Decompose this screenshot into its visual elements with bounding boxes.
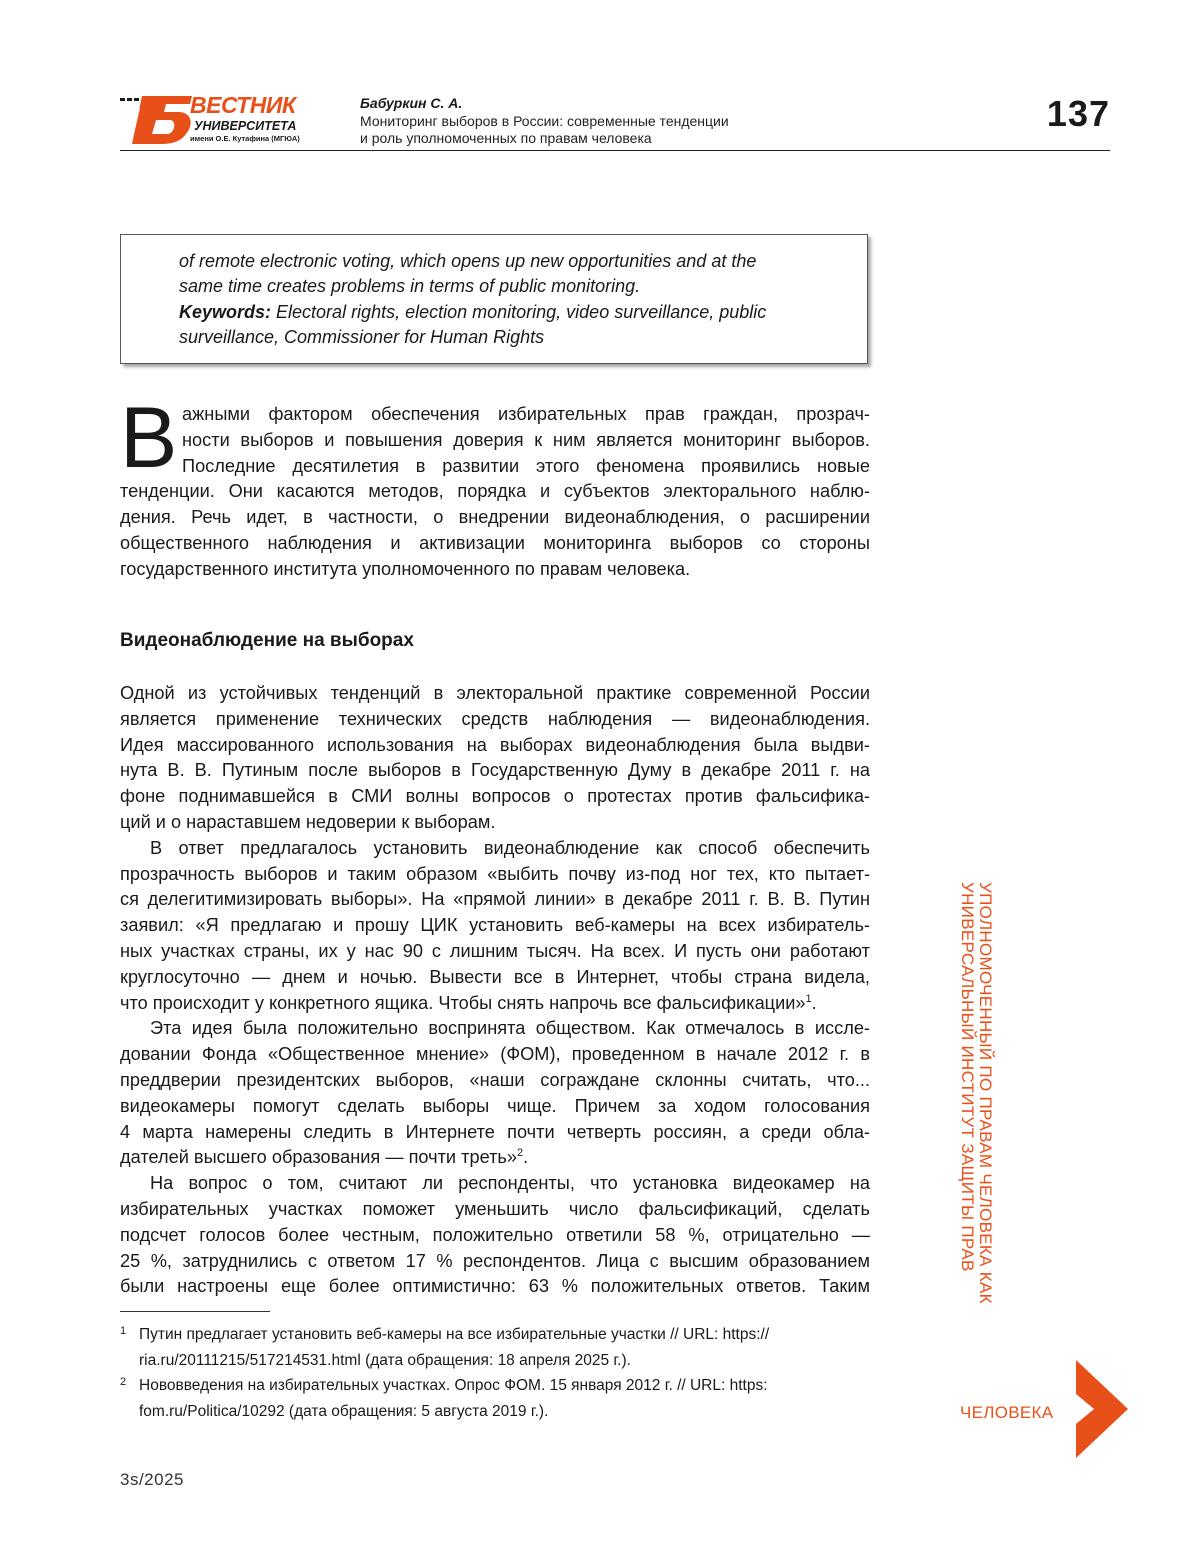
text-span: .	[811, 992, 817, 1013]
footnote-line[interactable]: Нововведения на избирательных участках. Опрос ФОМ. 15 января 2012 г. // URL: https:	[139, 1377, 768, 1394]
text-line	[120, 1145, 870, 1171]
page-header	[120, 92, 1110, 150]
keywords-text: Electoral rights, election monitoring, video surveillance, public	[271, 301, 767, 322]
header-divider	[120, 150, 1110, 151]
journal-logo	[120, 92, 320, 150]
arrow-right-icon	[1074, 1360, 1130, 1458]
text-line: прозрачность выборов и таким образом «выбить почву из-под ног тех, кто пытает-	[120, 863, 870, 884]
page-number: 137	[1046, 93, 1110, 134]
logo-title: ВЕСТНИК	[190, 92, 296, 118]
footnote-number: 2	[120, 1376, 127, 1388]
side-title-line: УНИВЕРСАЛЬНЫЙ ИНСТИТУТ ЗАЩИТЫ ПРАВ	[958, 882, 977, 1272]
text-line: 25 %, затруднились с ответом 17 % респондентов. Лица с высшим образованием	[120, 1250, 870, 1271]
drop-cap: В	[120, 390, 178, 486]
text-line: подсчет голосов более честным, положительно ответили 58 %, отрицательно —	[120, 1224, 870, 1245]
logo-subtitle: УНИВЕРСИТЕТА	[194, 119, 297, 133]
text-line: На вопрос о том, считают ли респонденты, что установка видеокамер на	[150, 1173, 870, 1194]
abstract-line: same time creates problems in terms of public monitoring.	[179, 276, 641, 297]
side-section-title	[958, 882, 994, 1304]
text-line: Последние десятилетия в развитии этого феномена проявились новые	[182, 455, 870, 476]
text-line: В ответ предлагалось установить видеонаблюдение как способ обеспечить	[150, 837, 870, 858]
text-line: ности выборов и повышения доверия к ним является мониторинг выборов.	[182, 429, 870, 450]
header-author: Бабуркин С. А.	[360, 95, 463, 111]
footnote-ref-1[interactable]: 1	[805, 992, 812, 1005]
footnote-divider	[120, 1311, 270, 1312]
header-title-line: и роль уполномоченных по правам человека	[360, 130, 652, 146]
keywords-line: surveillance, Commissioner for Human Rights	[179, 326, 545, 347]
text-line: ажными фактором обеспечения избирательных прав граждан, прозрач-	[182, 404, 870, 424]
keywords-line	[179, 300, 847, 325]
keywords-label: Keywords:	[179, 301, 272, 322]
text-line: были настроены еще более оптимистично: 63 % положительных ответов. Таким	[120, 1276, 870, 1297]
text-line: Идея массированного использования на выборах видеонаблюдения была выдви-	[120, 734, 870, 755]
footnote	[120, 1373, 870, 1424]
text-line: ций и о нараставшем недоверии к выборам.	[120, 811, 496, 832]
text-line: является применение технических средств наблюдения — видеонаблюдения.	[120, 708, 870, 729]
text-line: тенденции. Они касаются методов, порядка и субъектов электорального наблю-	[120, 481, 870, 502]
abstract-box	[120, 234, 868, 364]
text-line: видеокамеры помогут сделать выборы чище. Причем за ходом голосования	[120, 1095, 870, 1116]
text-line: преддверии президентских выборов, «наши сограждане склонны считать, что...	[120, 1069, 870, 1090]
issue-number: 3s/2025	[120, 1470, 184, 1489]
text-span: что происходит у конкретного ящика. Чтобы снять напрочь все фальсификации»	[120, 992, 806, 1013]
footnote	[120, 1322, 870, 1373]
text-line: общественного наблюдения и активизации мониторинга выборов со стороны	[120, 532, 870, 553]
text-line: государственного института уполномоченного по правам человека.	[120, 558, 691, 579]
header-title-line: Мониторинг выборов в России: современные тенденции	[360, 113, 729, 129]
text-line: 4 марта намерены следить в Интернете почти четверть россиян, а среди обла-	[120, 1121, 870, 1142]
side-title-line: УПОЛНОМОЧЕННЫЙ ПО ПРАВАМ ЧЕЛОВЕКА КАК	[976, 882, 995, 1304]
text-line: круглосуточно — днем и ночью. Вывести все в Интернет, чтобы страна видела,	[120, 966, 870, 987]
text-span: .	[523, 1147, 529, 1168]
footnote-line[interactable]: Путин предлагает установить веб-камеры на все избирательные участки // URL: https://	[139, 1326, 770, 1343]
text-line: Эта идея была положительно воспринята обществом. Как отмечалось в иссле-	[150, 1018, 870, 1039]
header-article-title	[360, 113, 920, 147]
text-line: заявил: «Я предлагаю и прошу ЦИК установить веб-камеры на всех избиратель-	[120, 915, 870, 936]
side-title-line: ЧЕЛОВЕКА	[960, 1403, 1054, 1422]
text-line: дения. Речь идет, в частности, о внедрении видеонаблюдения, о расширении	[120, 507, 870, 528]
section-heading: Видеонаблюдение на выборах	[120, 630, 414, 651]
text-line: нута В. В. Путиным после выборов в Государственную Думу в декабре 2011 г. на	[120, 760, 870, 781]
text-span: дателей высшего образования — почти треть»	[120, 1147, 518, 1168]
footnote-number: 1	[120, 1325, 127, 1337]
text-line: Одной из устойчивых тенденций в электоральной практике современной России	[120, 683, 870, 703]
text-line: избирательных участках поможет уменьшить число фальсификаций, сделать	[120, 1198, 870, 1219]
abstract-line: of remote electronic voting, which opens up new opportunities and at the	[179, 251, 757, 271]
intro-paragraph	[120, 402, 870, 583]
footnote-ref-2[interactable]: 2	[517, 1147, 524, 1160]
text-line: ных участках страны, их у нас 90 с лишним тысяч. На всех. И пусть они работают	[120, 940, 870, 961]
text-line: ся делегитимизировать выборы». На «прямой линии» в декабре 2011 г. В. В. Путин	[120, 889, 870, 910]
text-line: довании Фонда «Общественное мнение» (ФОМ), проведенном в начале 2012 г. в	[120, 1044, 870, 1065]
footnotes	[120, 1322, 870, 1424]
text-line: фоне поднимавшейся в СМИ волны вопросов о протестах против фальсифика-	[120, 786, 870, 807]
text-line	[120, 991, 870, 1017]
footnote-line[interactable]: ria.ru/20111215/517214531.html (дата обращения: 18 апреля 2025 г.).	[139, 1351, 631, 1369]
footnote-line[interactable]: fom.ru/Politica/10292 (дата обращения: 5 августа 2019 г.).	[139, 1402, 549, 1420]
logo-university-name: имени О.Е. Кутафина (МГЮА)	[190, 134, 300, 143]
journal-logo-mark	[120, 94, 198, 148]
main-text	[120, 681, 870, 1300]
